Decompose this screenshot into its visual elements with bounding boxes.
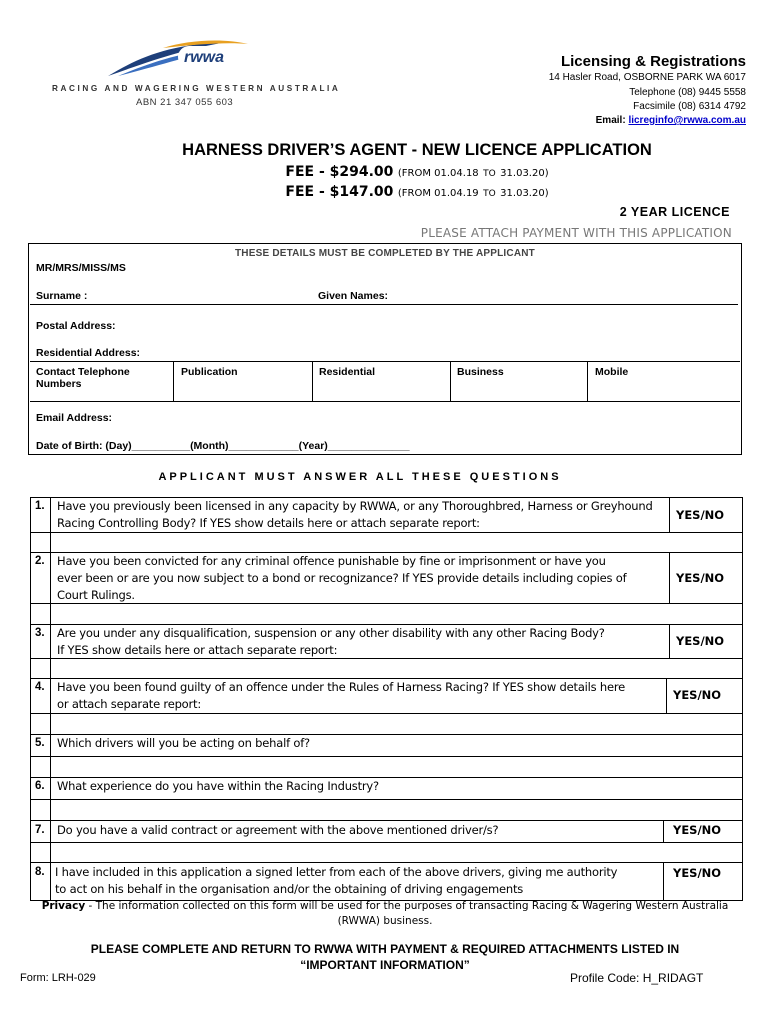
question-text: Have you been found guilty of an offence under the Rules of Harness Racing? If YES show details here or attach separate report:	[57, 680, 626, 711]
divider	[30, 361, 740, 362]
col-divider	[450, 361, 451, 401]
address: 14 Hasler Road, OSBORNE PARK WA 6017	[548, 72, 746, 83]
divider	[30, 304, 738, 305]
row-divider	[30, 799, 743, 800]
col-divider	[173, 361, 174, 401]
title-options[interactable]: MR/MRS/MISS/MS	[36, 262, 126, 274]
question-number: 4.	[35, 681, 45, 693]
given-names-field[interactable]: Given Names:	[318, 290, 389, 302]
licence-term: 2 YEAR LICENCE	[619, 205, 730, 219]
answer-col-divider	[669, 624, 670, 658]
form-number: Form: LRH-029	[20, 972, 96, 984]
question-text: What experience do you have within the Racing Industry?	[57, 779, 379, 793]
row-divider	[30, 658, 743, 659]
attach-note: PLEASE ATTACH PAYMENT WITH THIS APPLICATION	[420, 226, 732, 240]
answer-yes-no[interactable]: YES/NO	[673, 866, 722, 880]
fee-line-1: FEE - $294.00 (FROM 01.04.18 TO 31.03.20)	[285, 164, 549, 180]
email-line	[596, 115, 746, 126]
question-text: Have you been convicted for any criminal offence punishable by fine or imprisonment or have you ever been or are you now subject to a bond or recognizance? If YES provide details including copies of Court Rulings.	[57, 554, 627, 602]
email-address-field[interactable]: Email Address:	[36, 412, 113, 424]
profile-code: Profile Code: H_RIDAGT	[570, 971, 704, 985]
page-title: HARNESS DRIVER’S AGENT - NEW LICENCE APPLICATION	[182, 141, 652, 159]
question-number: 8.	[35, 866, 45, 878]
row-divider	[30, 603, 743, 604]
section-title: Licensing & Registrations	[560, 53, 746, 70]
phone-mobile-field[interactable]: Mobile	[595, 366, 629, 378]
return-instructions: PLEASE COMPLETE AND RETURN TO RWWA WITH PAYMENT & REQUIRED ATTACHMENTS LISTED IN “IMPORTANT INFORMATION”	[90, 942, 680, 972]
question-text: Are you under any disqualification, suspension or any other disability with any other Racing Body? If YES show details here or attach separate report:	[57, 626, 605, 657]
divider	[30, 401, 740, 402]
question-text: Do you have a valid contract or agreement with the above mentioned driver/s?	[57, 823, 499, 837]
contact-phone-label: Contact Telephone Numbers	[36, 366, 130, 390]
question-number: 5.	[35, 737, 45, 749]
col-divider	[312, 361, 313, 401]
surname-field[interactable]: Surname :	[36, 290, 88, 302]
answer-yes-no[interactable]: YES/NO	[673, 823, 722, 837]
logo-wordmark: rwwa	[184, 49, 225, 66]
question-number: 2.	[35, 555, 45, 567]
phone-publication-field[interactable]: Publication	[181, 366, 238, 378]
abn: ABN 21 347 055 603	[136, 97, 234, 108]
phone-business-field[interactable]: Business	[457, 366, 504, 378]
row-divider	[30, 862, 743, 863]
email-link[interactable]: licreginfo@rwwa.com.au	[628, 115, 746, 126]
question-text: Which drivers will you be acting on behalf of?	[57, 736, 310, 750]
question-number: 3.	[35, 627, 45, 639]
answer-yes-no[interactable]: YES/NO	[676, 634, 725, 648]
date-of-birth-field[interactable]: Date of Birth: (Day)__________(Month)____________(Year)______________	[36, 440, 410, 452]
applicant-heading: THESE DETAILS MUST BE COMPLETED BY THE APPLICANT	[235, 248, 535, 259]
answer-col-divider	[669, 552, 670, 603]
fee-line-2: FEE - $147.00 (FROM 01.04.19 TO 31.03.20)	[285, 184, 549, 200]
postal-address-field[interactable]: Postal Address:	[36, 320, 116, 332]
question-number: 1.	[35, 500, 45, 512]
row-divider	[30, 820, 743, 821]
row-divider	[30, 713, 743, 714]
answer-col-divider	[669, 497, 670, 532]
org-name: RACING AND WAGERING WESTERN AUSTRALIA	[52, 84, 341, 93]
email-label: Email:	[595, 115, 629, 126]
facsimile: Facsimile (08) 6314 4792	[633, 101, 746, 112]
row-divider	[30, 842, 743, 843]
answer-col-divider	[663, 862, 664, 901]
row-divider	[30, 532, 743, 533]
residential-address-field[interactable]: Residential Address:	[36, 347, 141, 359]
answer-col-divider	[666, 678, 667, 713]
num-col-divider	[50, 497, 51, 901]
answer-yes-no[interactable]: YES/NO	[676, 571, 725, 585]
privacy-note: Privacy - The information collected on this form will be used for the purposes of transacting Racing & Wagering Western Australia (RWWA) business.	[41, 900, 729, 927]
question-number: 7.	[35, 824, 45, 836]
col-divider	[587, 361, 588, 401]
questions-heading: APPLICANT MUST ANSWER ALL THESE QUESTIONS	[158, 471, 562, 483]
answer-col-divider	[663, 820, 664, 842]
rwwa-logo	[108, 38, 258, 80]
question-text: I have included in this application a signed letter from each of the above drivers, giving me authority to act on his behalf in the organisation and/or the obtaining of driving engagements	[55, 865, 618, 896]
answer-yes-no[interactable]: YES/NO	[676, 508, 725, 522]
question-number: 6.	[35, 780, 45, 792]
question-text: Have you previously been licensed in any capacity by RWWA, or any Thoroughbred, Harness or Greyhound Racing Controlling Body? If YES show details here or attach separate report:	[57, 499, 653, 530]
phone-residential-field[interactable]: Residential	[319, 366, 376, 378]
row-divider	[30, 756, 743, 757]
telephone: Telephone (08) 9445 5558	[629, 87, 746, 98]
answer-yes-no[interactable]: YES/NO	[673, 688, 722, 702]
